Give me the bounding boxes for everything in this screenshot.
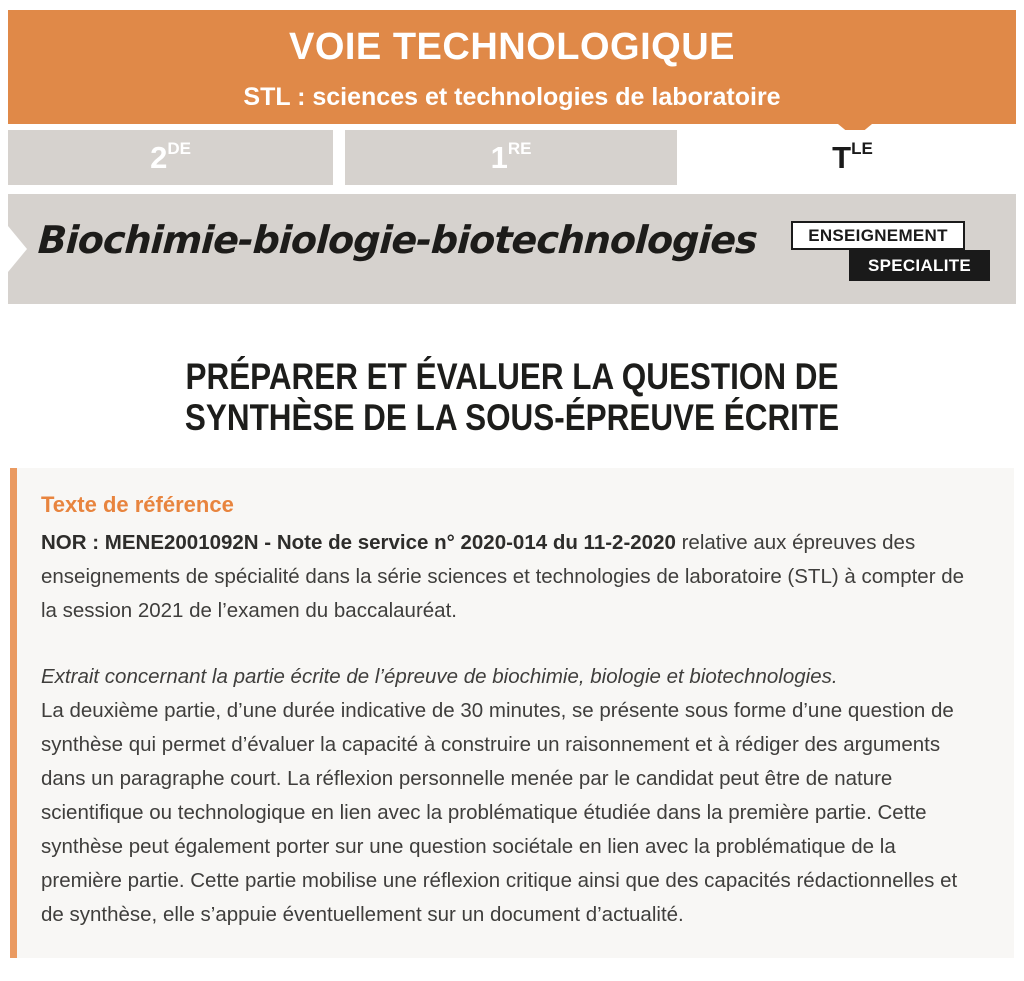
- reference-extrait-italic: Extrait concernant la partie écrite de l’épreuve de biochimie, biologie et biotechnologies.: [41, 665, 838, 688]
- tab-seconde-sup: DE: [167, 139, 191, 158]
- tab-terminale-label: T: [832, 140, 852, 175]
- reference-nor-bold: NOR : MENE2001092N - Note de service n° 2020-014 du 11-2-2020: [41, 531, 676, 554]
- chevron-right-icon: [8, 226, 27, 272]
- tab-premiere-label: 1: [490, 140, 508, 175]
- tab-premiere-sup: RE: [507, 139, 532, 158]
- tab-seconde: [8, 130, 333, 185]
- specialite-badge: SPECIALITE: [849, 250, 990, 281]
- enseignement-badge: ENSEIGNEMENT: [791, 221, 965, 250]
- tab-terminale-sup: LE: [851, 139, 873, 158]
- banner-subtitle: STL : sciences et technologies de laboratoire: [243, 83, 781, 111]
- page-title-line2: SYNTHÈSE DE LA SOUS-ÉPREUVE ÉCRITE: [184, 397, 840, 438]
- page-title: [0, 356, 1024, 438]
- reference-paragraph-1: [41, 526, 978, 628]
- reference-paragraph-2: [41, 660, 978, 932]
- reference-title: Texte de référence: [41, 492, 234, 517]
- voie-technologique-banner: [8, 10, 1016, 124]
- reference-nor-rest: relative aux épreuves des enseignements de spécialité dans la série sciences et technologies de laboratoire (STL) à compter de la session 2021 de l’examen du baccalauréat.: [41, 531, 965, 622]
- reference-text-box: [10, 468, 1014, 958]
- subject-title: Biochimie-biologie-biotechnologies: [36, 218, 759, 262]
- tab-terminale: [689, 130, 1016, 185]
- grade-level-tabs: [0, 130, 1024, 185]
- page-title-line1: PRÉPARER ET ÉVALUER LA QUESTION DE: [185, 356, 839, 397]
- tab-premiere: [345, 130, 677, 185]
- banner-title: VOIE TECHNOLOGIQUE: [288, 26, 736, 68]
- tab-seconde-label: 2: [150, 140, 168, 175]
- reference-extrait-rest: La deuxième partie, d’une durée indicative de 30 minutes, se présente sous forme d’une question de synthèse qui permet d’évaluer la capacité à construire un raisonnement et à rédiger des arguments dans un paragraphe court. La réflexion personnelle menée par le candidat peut être de nature scientifique ou technologique en lien avec la problématique étudiée dans la première partie. Cette synthèse peut également porter sur une question sociétale en lien avec la problématique de la première partie. Cette partie mobilise une réflexion critique ainsi que des capacités rédactionnelles et de synthèse, elle s’appuie éventuellement sur un document d’actualité.: [41, 699, 958, 926]
